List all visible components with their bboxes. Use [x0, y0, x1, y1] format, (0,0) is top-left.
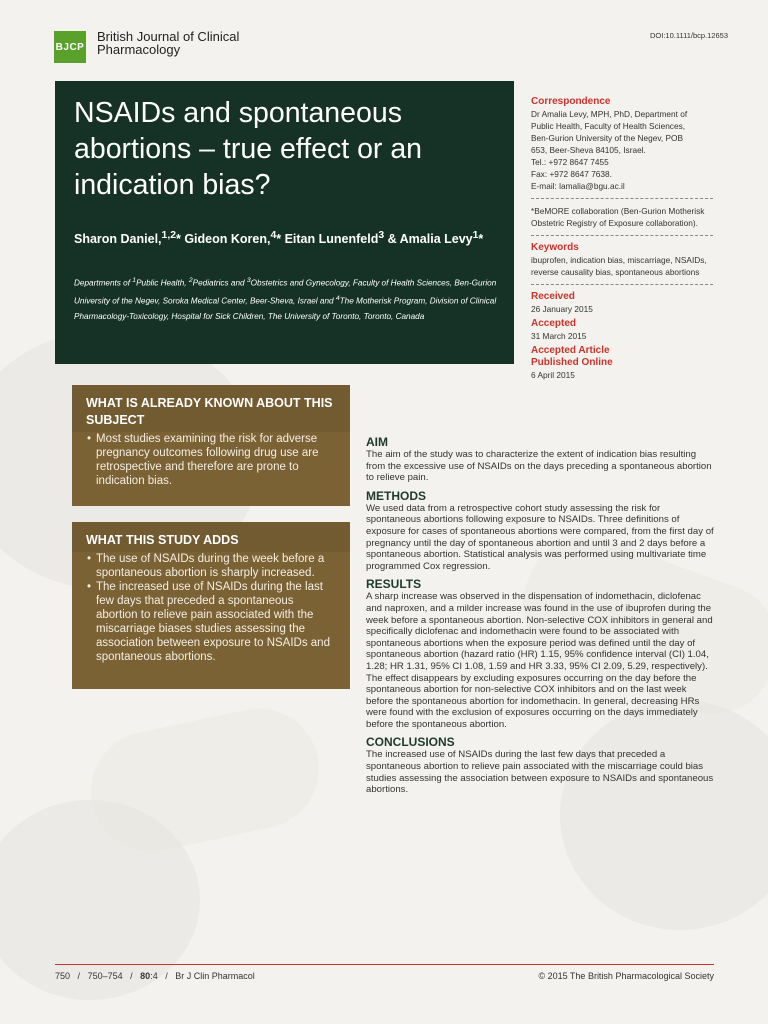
divider	[531, 284, 713, 285]
journal-name-line1: British Journal of Clinical	[97, 29, 240, 44]
journal-name-line2: Pharmacology	[97, 42, 181, 57]
received-heading: Received	[531, 291, 575, 302]
correspondence-line: Dr Amalia Levy, MPH, PhD, Department of	[531, 109, 688, 119]
volume: 80	[140, 971, 151, 981]
journal-logo: BJCP	[54, 31, 86, 63]
journal-abbrev: Br J Clin Pharmacol	[175, 971, 255, 981]
footer-citation	[55, 971, 255, 981]
methods-text: We used data from a retrospective cohort study assessing the risk for spontaneous abortions following exposure to NSAIDs. Three definitions of exposure for cases of spontaneous abortions were compared, from the first day of pregnancy until the day of spontaneous abortion and until 3 and 2 days before a spontaneous abortion. Statistical analysis was performed using multivariate time programmed Cox regression.	[366, 502, 714, 572]
bemore-note: *BeMORE collaboration (Ben-Gurion Motherisk Obstetric Registry of Exposure collaboration).	[531, 206, 705, 228]
doi[interactable]: DOI:10.1111/bcp.12653	[650, 31, 728, 40]
title-panel	[55, 81, 514, 364]
separator: /	[165, 971, 168, 981]
sidebar	[531, 96, 713, 381]
accepted-date: 31 March 2015	[531, 331, 587, 341]
separator: /	[130, 971, 133, 981]
received-date: 26 January 2015	[531, 304, 593, 314]
known-box	[72, 385, 350, 506]
correspondence-heading: Correspondence	[531, 96, 611, 107]
issue: :4	[150, 971, 158, 981]
aim-text: The aim of the study was to characterize the extent of indication bias resulting from the excessive use of NSAIDs on the days preceding a spontaneous abortion to relieve pain.	[366, 449, 712, 484]
conclusions-heading: CONCLUSIONS	[366, 735, 455, 750]
journal-name	[97, 30, 239, 56]
correspondence-line: 653, Beer-Sheva 84105, Israel.	[531, 145, 646, 155]
list-item: • The use of NSAIDs during the week before a spontaneous abortion is sharply increased.	[96, 552, 338, 580]
conclusions-text: The increased use of NSAIDs during the last few days that preceded a spontaneous abortion to relieve pain associated with the miscarriage could bias studies assessing the association between exposure to NSAIDs and spontaneous abortions.	[366, 749, 714, 796]
authors: Sharon Daniel,$^{1,2}$* Gideon Koren,$^4$* Eitan Lunenfeld$^3$ & Amalia Levy$^1$*	[74, 230, 484, 247]
methods-heading: METHODS	[366, 488, 426, 503]
aim-heading: AIM	[366, 435, 388, 449]
list-item: • Most studies examining the risk for adverse pregnancy outcomes following drug use are retrospective and therefore are prone to indication bias.	[96, 432, 338, 488]
correspondence-line: Fax: +972 8647 7638.	[531, 169, 612, 179]
divider	[531, 235, 713, 236]
adds-box	[72, 522, 350, 689]
affiliations: Departments of $^1$Public Health, $^2$Pediatrics and $^3$Obstetrics and Gynecology, Faculty of Health Sciences, Ben-Gurion University of the Negev, Soroka Medical Center, Beer-Sheva, Israel and $^4$The Motherisk Program, Division of Clinical Pharmacology-Toxicology, Hospital for Sick Children, The University of Toronto, Toronto, Canada	[74, 277, 497, 322]
divider	[531, 198, 713, 199]
known-box-list	[72, 432, 350, 496]
correspondence-line: Public Health, Faculty of Health Sciences,	[531, 121, 686, 131]
results-text: A sharp increase was observed in the dispensation of indomethacin, diclofenac and naproxen, and a milder increase was found in the use of ibuprofen during the week before a spontaneous abortion. Non-selective COX inhibitors in general and specifically diclofenac and indomethacin were found to be associated with spontaneous abortions when the exposure period was defined until the day of spontaneous abortion (hazard ratio (HR) 1.15, 95% confidence interval (CI) 1.04, 1.28; HR 1.31, 95% CI 1.08, 1.59 and HR 3.33, 95% CI 2.09, 5.29, respectively). The effect disappears by excluding exposures occurring on the day before the spontaneous abortion for non-selective COX inhibitors and on the last week before the spontaneous abortion for indomethacin. In general, decreasing HRs were found with the exclusion of exposures occurring on the days immediately before the spontaneous abortion.	[366, 591, 713, 730]
adds-box-list	[72, 552, 350, 672]
accepted-heading: Accepted	[531, 318, 577, 329]
correspondence-line: Tel.: +972 8647 7455	[531, 157, 609, 167]
list-item: • The increased use of NSAIDs during the last few days that preceded a spontaneous abortion to relieve pain associated with the miscarriage biases studies assessing the association between exposure to NSAIDs and spontaneous abortions.	[96, 580, 338, 664]
results-heading: RESULTS	[366, 577, 422, 592]
known-box-heading: WHAT IS ALREADY KNOWN ABOUT THIS SUBJECT	[72, 385, 350, 432]
separator: /	[77, 971, 81, 981]
abstract	[366, 435, 714, 801]
page-range: 750–754	[87, 971, 123, 981]
correspondence-line: Ben-Gurion University of the Negev, POB	[531, 133, 684, 143]
article-title: NSAIDs and spontaneous abortions – true effect or an indication bias?	[74, 97, 423, 201]
adds-box-heading: WHAT THIS STUDY ADDS	[72, 522, 350, 552]
page-number: 750	[55, 971, 71, 981]
keywords-heading: Keywords	[531, 242, 579, 253]
correspondence-email[interactable]: E-mail: lamalia@bgu.ac.il	[531, 181, 625, 191]
published-date: 6 April 2015	[531, 370, 575, 380]
keywords: ibuprofen, indication bias, miscarriage, NSAIDs, reverse causality bias, spontaneous abortions	[531, 255, 707, 277]
footer-rule	[55, 964, 714, 965]
copyright: © 2015 The British Pharmacological Society	[538, 971, 714, 981]
published-heading: Accepted Article Published Online	[531, 345, 613, 368]
